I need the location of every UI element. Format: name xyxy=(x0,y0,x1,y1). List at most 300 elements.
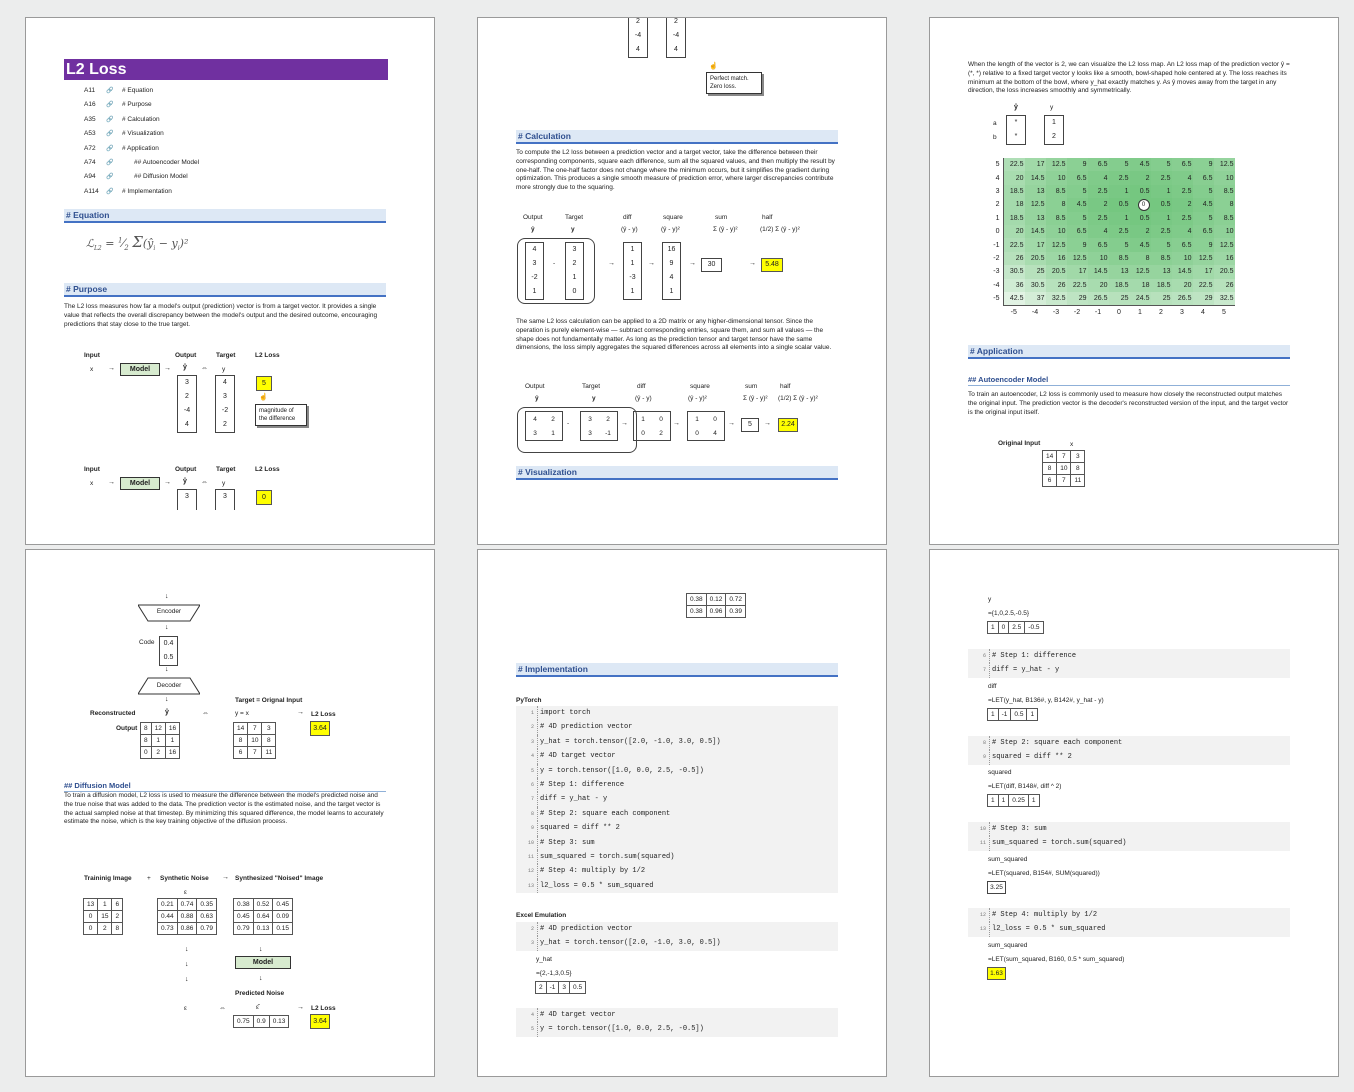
target-label: Target = Orignal Input xyxy=(235,697,303,704)
matrix-row xyxy=(688,426,725,441)
code-text: # Step 2: square each component xyxy=(992,739,1123,747)
sum-header: sum xyxy=(745,383,758,390)
vector-cell: -2 xyxy=(221,407,229,414)
decoder-box: Decoder xyxy=(138,677,200,695)
vector-cell: 2 xyxy=(223,421,227,428)
diff-formula: =LET(y_hat, B136#, y, B142#, y_hat - y) xyxy=(988,697,1104,704)
heatmap-cell: 4.5 xyxy=(1067,198,1088,211)
epsilon-label: ε xyxy=(184,889,187,896)
vector-cell: 1 xyxy=(532,288,537,295)
training-image-matrix xyxy=(83,898,123,935)
heatmap-cell: 6.5 xyxy=(1067,225,1088,238)
arrow-down-icon: ↓ xyxy=(165,666,169,673)
matrix-row xyxy=(634,412,671,427)
matrix-cell: 0.74 xyxy=(177,899,197,911)
heatmap-cell: 26.5 xyxy=(1172,292,1193,306)
heatmap-cell: 29 xyxy=(1067,292,1088,306)
matrix-cell: 10 xyxy=(248,735,262,747)
yhat-label: ŷ xyxy=(183,364,187,371)
arrow-down-icon: ↓ xyxy=(185,961,189,968)
code-text: import torch xyxy=(540,709,591,717)
toc-item[interactable] xyxy=(84,127,284,141)
toc-item[interactable] xyxy=(84,185,284,199)
matrix-row xyxy=(141,735,180,747)
toc xyxy=(84,84,284,199)
code-block xyxy=(968,736,1290,765)
heatmap-cell: 6.5 xyxy=(1172,238,1193,251)
original-input-label: Original Input xyxy=(998,440,1041,447)
sum-formula: Σ (ŷ - y)² xyxy=(743,395,768,402)
vector-cell: -3 xyxy=(629,274,636,281)
code-line xyxy=(968,822,1290,836)
line-number: 13 xyxy=(516,879,538,893)
matrix-row xyxy=(688,412,725,427)
heatmap-cell: 6.5 xyxy=(1193,225,1214,238)
yhat-label: ŷ xyxy=(165,709,169,716)
heatmap-x-label: 1 xyxy=(1130,306,1151,320)
code-label: Code xyxy=(139,639,155,646)
code-text: l2_loss = 0.5 * sum_squared xyxy=(540,881,654,890)
arrow-down-icon: ↓ xyxy=(185,976,189,983)
output-label: Output xyxy=(175,352,197,359)
minimum-marker-icon: 0 xyxy=(1138,199,1150,211)
code-line xyxy=(516,706,838,720)
vector-cell: 4 xyxy=(669,274,674,281)
target-matrix xyxy=(233,722,276,759)
matrix-cell: 0.09 xyxy=(273,911,293,923)
vector-cell: 4 xyxy=(532,246,537,253)
matrix-cell: 2 xyxy=(112,911,123,923)
heatmap-cell: 5 xyxy=(1067,185,1088,198)
matrix-cell: 0.9 xyxy=(253,1016,269,1028)
vector-cell: 1 xyxy=(1052,119,1056,126)
vector-cell: 4 xyxy=(674,46,678,53)
arrow-icon: → xyxy=(164,479,171,486)
heatmap-cell: 6.5 xyxy=(1067,171,1088,184)
matrix-row xyxy=(1043,451,1085,463)
toc-item[interactable] xyxy=(84,98,284,112)
code-text: y = torch.tensor([1.0, 0.0, 2.5, -0.5]) xyxy=(540,1025,704,1034)
line-number: 2 xyxy=(516,720,538,734)
matrix-row xyxy=(234,1016,289,1028)
heatmap-cell: 37 xyxy=(1025,292,1046,306)
encoder-box: Encoder xyxy=(138,604,200,622)
heatmap-cell: 2 xyxy=(1088,198,1109,211)
heatmap-row xyxy=(982,265,1235,278)
heatmap-corner xyxy=(982,306,1003,320)
matrix-cell: 11 xyxy=(1071,475,1085,487)
matrix-row xyxy=(988,622,1044,634)
heatmap-cell: 25 xyxy=(1025,265,1046,278)
matrix-cell: 7 xyxy=(1057,451,1071,463)
matrix-row xyxy=(687,606,746,618)
matrix-row xyxy=(234,747,276,759)
heatmap-cell: 9 xyxy=(1193,158,1214,171)
heatmap-y-label: -5 xyxy=(993,295,1000,303)
heatmap-cell: 8.5 xyxy=(1046,185,1067,198)
matrix-row xyxy=(1043,475,1085,487)
arrow-down-icon: ↓ xyxy=(165,696,169,703)
heatmap-cell: 18 xyxy=(1003,198,1025,211)
heatmap-cell: 22.5 xyxy=(1193,279,1214,292)
toc-label: # Implementation xyxy=(122,187,172,195)
page-3 xyxy=(929,17,1339,545)
vector-cell: 1 xyxy=(630,288,635,295)
heatmap-cell: 6.5 xyxy=(1088,238,1109,251)
heatmap-x-axis xyxy=(982,306,1235,320)
matrix-cell: 0.5 xyxy=(570,982,586,994)
matrix-row xyxy=(581,426,618,441)
diff-header: diff xyxy=(623,214,632,221)
heatmap-cell: 18.5 xyxy=(1003,185,1025,198)
matrix-cell: 8 xyxy=(234,735,248,747)
matrix-row xyxy=(526,426,563,441)
code-line xyxy=(516,778,838,792)
heatmap-cell: 8 xyxy=(1130,252,1151,265)
code-text: # 4D target vector xyxy=(540,1011,616,1019)
half-value: 2.24 xyxy=(778,418,798,432)
vector-cell: 1 xyxy=(572,274,577,281)
code-line xyxy=(968,836,1290,850)
prediction-vector xyxy=(628,17,648,58)
heatmap-cell: 12.5 xyxy=(1193,252,1214,265)
heatmap-cell: 1 xyxy=(1109,212,1130,225)
matrix-cell: 0.88 xyxy=(177,911,197,923)
x-label: x xyxy=(1070,441,1074,448)
heatmap-cell: 9 xyxy=(1193,238,1214,251)
matrix-cell: 3 xyxy=(588,429,592,437)
heatmap-y-label: -1 xyxy=(993,241,1000,249)
matrix-cell: 3 xyxy=(262,723,276,735)
matrix-cell: 0 xyxy=(141,747,152,759)
matrix-cell: 0.75 xyxy=(234,1016,254,1028)
code-text: # 4D prediction vector xyxy=(540,925,633,933)
heatmap-cell: 10 xyxy=(1046,225,1067,238)
autoencoder-heading: ## Autoencoder Model xyxy=(968,375,1290,386)
equivalence-icon: ⇔ xyxy=(201,479,208,486)
heatmap-cell: 25 xyxy=(1151,292,1172,306)
matrix-cell: 2 xyxy=(98,923,112,935)
matrix-row xyxy=(988,709,1038,721)
line-number: 3 xyxy=(516,936,538,950)
diff-vector xyxy=(623,242,642,300)
matrix-cell: -1 xyxy=(998,709,1011,721)
arrow-icon: → xyxy=(749,260,756,267)
arrow-down-icon: ↓ xyxy=(259,975,263,982)
heatmap-row xyxy=(982,252,1235,265)
target-vector: 3 xyxy=(215,489,235,510)
heatmap-cell: 5 xyxy=(1067,212,1088,225)
matrix-cell: 1 xyxy=(1028,795,1039,807)
arrow-down-icon: ↓ xyxy=(185,946,189,953)
heatmap-cell: 2.5 xyxy=(1172,212,1193,225)
matrix-cell: 0 xyxy=(84,923,98,935)
heatmap-y-label: 1 xyxy=(995,214,1000,222)
matrix-cell: 8 xyxy=(112,923,123,935)
heatmap-y-label: 4 xyxy=(995,174,1000,182)
heatmap-cell: 25 xyxy=(1109,292,1130,306)
heatmap-row xyxy=(982,158,1235,171)
page-1 xyxy=(25,17,435,545)
matrix-cell: 6 xyxy=(112,899,123,911)
heatmap-cell: 5 xyxy=(1151,158,1172,171)
code-line xyxy=(516,821,838,835)
vector-cell: 4 xyxy=(185,421,189,428)
yhat-array xyxy=(535,981,586,994)
heatmap-cell: 16 xyxy=(1214,252,1235,265)
loss-value: 0 xyxy=(256,490,272,505)
toc-item[interactable] xyxy=(84,113,284,127)
line-number: 13 xyxy=(968,922,990,936)
page-2 xyxy=(477,17,887,545)
heatmap-cell: 9 xyxy=(1067,158,1088,171)
matrix-row xyxy=(1043,463,1085,475)
heatmap-cell: 12.5 xyxy=(1046,158,1067,171)
original-input-matrix xyxy=(1042,450,1085,487)
matrix-cell: 0.63 xyxy=(197,911,217,923)
heatmap-cell: 2 xyxy=(1130,171,1151,184)
heatmap-row xyxy=(982,171,1235,184)
heatmap-cell: 4 xyxy=(1088,225,1109,238)
l2-loss-label: L2 Loss xyxy=(311,1005,336,1012)
matrix-cell: 8 xyxy=(1043,463,1057,475)
pytorch-label: PyTorch xyxy=(516,697,542,704)
square-vector xyxy=(662,242,681,300)
equation-heading: # Equation xyxy=(64,209,386,223)
output-matrix xyxy=(525,411,563,441)
code-line xyxy=(968,908,1290,922)
sum-value: 30 xyxy=(701,258,722,272)
half-formula: (1/2) Σ (ŷ - y)² xyxy=(778,395,818,402)
heatmap-x-label: 0 xyxy=(1109,306,1130,320)
heatmap-cell: 2.5 xyxy=(1151,225,1172,238)
arrow-icon: → xyxy=(673,420,680,427)
heatmap-cell: 4.5 xyxy=(1193,198,1214,211)
sum-formula: Σ (ŷ - y)² xyxy=(713,226,738,233)
training-image-label: Traininig Image xyxy=(84,875,132,882)
matrix-cell: 2 xyxy=(551,415,555,423)
heatmap-cell: 2 xyxy=(1130,225,1151,238)
half-formula: (1/2) Σ (ŷ - y)² xyxy=(760,226,800,233)
matrix-cell: 16 xyxy=(165,723,179,735)
heatmap-cell: 30.5 xyxy=(1025,279,1046,292)
vector-cell: 4 xyxy=(636,46,640,53)
output-formula: ŷ xyxy=(535,395,539,402)
matrix-cell: 0.38 xyxy=(687,594,707,606)
arrow-icon: → xyxy=(297,1004,304,1011)
reconstructed-matrix xyxy=(140,722,180,759)
heatmap-cell: 32.5 xyxy=(1214,292,1235,306)
matrix-cell: 15 xyxy=(98,911,112,923)
code-block xyxy=(968,908,1290,937)
toc-label: ## Diffusion Model xyxy=(134,173,188,181)
loss-value: 3.64 xyxy=(310,721,330,736)
matrix-cell: 7 xyxy=(1057,475,1071,487)
code-block xyxy=(968,649,1290,678)
square-formula: (ŷ - y)² xyxy=(688,395,707,402)
heatmap-row xyxy=(982,198,1235,211)
diff-formula: (ŷ - y) xyxy=(635,395,652,402)
matrix-row xyxy=(234,911,293,923)
line-number: 6 xyxy=(516,778,538,792)
application-heading: # Application xyxy=(968,345,1290,359)
matrix-row xyxy=(581,412,618,427)
target-matrix xyxy=(580,411,618,441)
heatmap-cell: 12.5 xyxy=(1214,158,1235,171)
toc-label: # Calculation xyxy=(122,115,160,123)
vector-cell: -2 xyxy=(531,274,538,281)
heatmap-cell: 20 xyxy=(1003,225,1025,238)
vector-cell: 3 xyxy=(223,393,227,400)
toc-item[interactable] xyxy=(84,156,284,170)
matrix-cell: 1 xyxy=(641,415,645,423)
heatmap-cell: 6.5 xyxy=(1088,158,1109,171)
diffusion-heading: ## Diffusion Model xyxy=(64,781,386,792)
code-line xyxy=(968,736,1290,750)
matrix-cell: 3 xyxy=(533,429,537,437)
heatmap-cell: 12.5 xyxy=(1046,238,1067,251)
vector-cell: 3 xyxy=(532,260,537,267)
noise-matrix xyxy=(157,898,217,935)
heatmap-cell: 20 xyxy=(1088,279,1109,292)
matrix-cell: 0.35 xyxy=(197,899,217,911)
heatmap-cell: 1 xyxy=(1151,212,1172,225)
l2-formula: =LET(sum_squared, B160, 0.5 * sum_squared) xyxy=(988,956,1125,963)
link-icon: 🔗 xyxy=(106,102,114,109)
toc-item[interactable] xyxy=(84,84,284,98)
heatmap-cell: 2.5 xyxy=(1088,212,1109,225)
output-label: Output xyxy=(175,466,197,473)
matrix-cell: 3 xyxy=(588,415,592,423)
loss-value: 5 xyxy=(256,376,272,391)
implementation-heading: # Implementation xyxy=(516,663,838,677)
predicted-noise-vector xyxy=(233,1015,289,1028)
heatmap-cell: 12.5 xyxy=(1130,265,1151,278)
matrix-cell: 1 xyxy=(165,735,179,747)
output-label: Output xyxy=(116,725,138,732)
output-header: Output xyxy=(525,383,545,390)
matrix-cell: 0.86 xyxy=(177,923,197,935)
matrix-cell: 0 xyxy=(84,911,98,923)
code-line xyxy=(516,879,838,893)
heatmap-cell: 20.5 xyxy=(1046,265,1067,278)
l2-label: sum_squared xyxy=(988,942,1028,949)
callout-note: Perfect match. Zero loss. xyxy=(706,72,762,94)
heatmap-cell: 22.5 xyxy=(1067,279,1088,292)
matrix-cell: 0.72 xyxy=(726,594,746,606)
diff-header: diff xyxy=(637,383,646,390)
x-label: x xyxy=(90,366,94,373)
matrix-cell: 0 xyxy=(641,429,645,437)
heatmap-row xyxy=(982,185,1235,198)
code-line xyxy=(516,1022,838,1036)
code-block xyxy=(968,822,1290,851)
arrow-icon: → xyxy=(222,874,229,881)
target-header: Target xyxy=(582,383,601,390)
heatmap-row xyxy=(982,292,1235,306)
vector-cell: 2 xyxy=(636,18,640,25)
equation-formula: ℒ$_{L2}$ = $^1⁄_2$ $\Sigma(ŷ_i - y_i)^2$ xyxy=(86,233,189,253)
toc-item[interactable] xyxy=(84,142,284,156)
matrix-cell: 14 xyxy=(1043,451,1057,463)
arrow-icon: → xyxy=(108,365,115,372)
matrix-cell: 8 xyxy=(141,735,152,747)
line-number: 8 xyxy=(968,736,990,750)
code-text: # 4D target vector xyxy=(540,752,616,761)
toc-label: # Purpose xyxy=(122,101,152,109)
target-header: Target xyxy=(565,214,584,221)
heatmap-cell: 0.5 xyxy=(1151,198,1172,211)
line-number: 3 xyxy=(516,735,538,749)
pointer-icon: ☝ xyxy=(259,394,268,401)
diff-matrix xyxy=(633,411,671,441)
matrix-cell: 0.45 xyxy=(273,899,293,911)
code-block xyxy=(516,922,838,951)
toc-item[interactable] xyxy=(84,170,284,184)
matrix-cell: 1 xyxy=(988,795,999,807)
code-line xyxy=(516,1008,838,1022)
code-text: y = torch.tensor([1.0, 0.0, 2.5, -0.5]) xyxy=(540,766,704,775)
square-matrix xyxy=(687,411,725,441)
heatmap-cell: 32.5 xyxy=(1046,292,1067,306)
equivalence-icon: ⇔ xyxy=(202,710,209,717)
heatmap-x-label: -5 xyxy=(1003,306,1025,320)
matrix-row xyxy=(234,923,293,935)
heatmap-cell: 5 xyxy=(1151,238,1172,251)
heatmap-cell: 16 xyxy=(1046,252,1067,265)
diff-label: diff xyxy=(988,683,997,690)
calculation-heading: # Calculation xyxy=(516,130,838,144)
purpose-heading: # Purpose xyxy=(64,283,386,297)
code-text: # Step 1: difference xyxy=(992,652,1077,660)
matrix-cell: 0.39 xyxy=(726,606,746,618)
code-line xyxy=(968,663,1290,677)
toc-label: # Application xyxy=(122,144,159,152)
matrix-row xyxy=(141,747,180,759)
matrix-cell: 1 xyxy=(98,899,112,911)
link-icon: 🔗 xyxy=(106,116,114,123)
line-number: 7 xyxy=(516,792,538,806)
toc-ref: A35 xyxy=(84,115,96,123)
heatmap-cell: 6.5 xyxy=(1172,158,1193,171)
heatmap-cell: 26.5 xyxy=(1088,292,1109,306)
line-number: 10 xyxy=(516,836,538,850)
code-line xyxy=(516,764,838,778)
heatmap-y-label: -3 xyxy=(993,268,1000,276)
heatmap-cell: 13 xyxy=(1025,212,1046,225)
vector-cell: 2 xyxy=(674,18,678,25)
link-icon: 🔗 xyxy=(106,145,114,152)
heatmap-x-label: -3 xyxy=(1046,306,1067,320)
y-label: y xyxy=(988,596,992,603)
matrix-row xyxy=(158,899,217,911)
vector-cell: 1 xyxy=(630,260,635,267)
heatmap-cell: 4 xyxy=(1172,225,1193,238)
line-number: 4 xyxy=(516,749,538,763)
yhat-label: y_hat xyxy=(536,956,552,963)
heatmap-cell: 5 xyxy=(1193,212,1214,225)
page-4 xyxy=(25,549,435,1077)
matrix-cell: 11 xyxy=(262,747,276,759)
output-formula: ŷ xyxy=(531,226,535,233)
matrix-cell: 0.38 xyxy=(687,606,707,618)
sum-squared-value: 3.25 xyxy=(987,881,1006,894)
matrix-cell: 1 xyxy=(1027,709,1038,721)
heatmap-x-label: -4 xyxy=(1025,306,1046,320)
yhat-formula: ={2,-1,3,0.5} xyxy=(536,970,572,977)
squared-formula: =LET(diff, B148#, diff ^ 2) xyxy=(988,783,1062,790)
heatmap-cell: 1 xyxy=(1151,185,1172,198)
